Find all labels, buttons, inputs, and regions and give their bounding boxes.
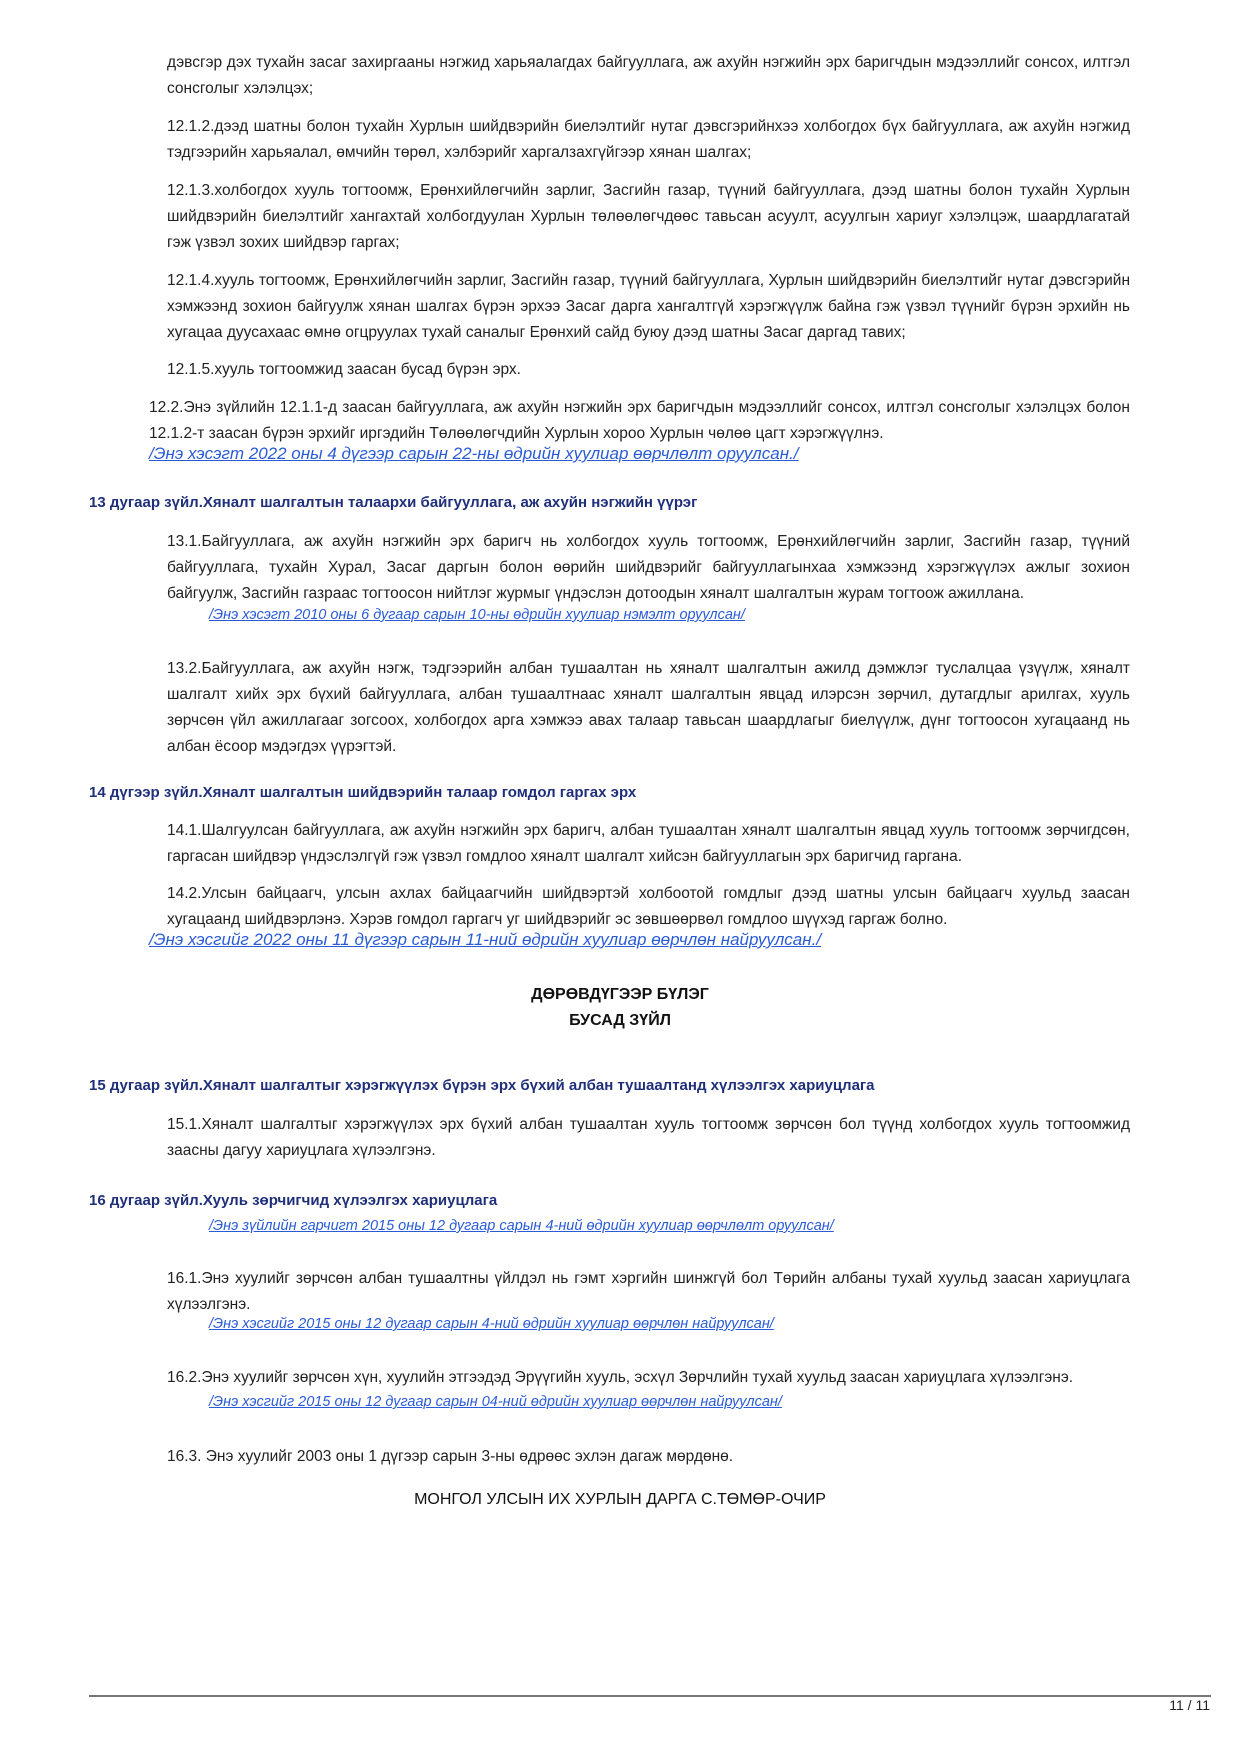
paragraph-13-1: 13.1.Байгууллага, аж ахуйн нэгжийн эрх баригч нь холбогдох хууль тогтоомж, Ерөнхийлөгчийн зарлиг, Засгийн газар, түүний байгууллага, тухайн Хурал, Засаг даргын болон өөрийн шийдвэрийг байгууллагынхаа хэмжээнд хэрэгжүүлэх ажлыг зохион байгуулж, Засгийн газраас тогтоосон нийтлэг журмыг үндэслэн дотоодын хяналт шалгалтын журам тогтоож ажиллана. <box>167 533 1130 602</box>
article-15-heading: 15 дугаар зүйл.Хяналт шалгалтыг хэрэгжүүлэх бүрэн эрх бүхий албан тушаалтанд хүлээлгэх хариуцлага <box>89 1077 875 1094</box>
paragraph-12-1-4: 12.1.4.хууль тогтоомж, Ерөнхийлөгчийн зарлиг, Засгийн газар, түүний байгууллага, Хурлын шийдвэрийн биелэлтийг нутаг дэвсгэрийн хэмжээнд зохион байгуулж хянан шалгах бүрэн эрхээ Засаг дарга хангалтгүй хэрэгжүүлж байна гэж үзвэл түүнийг бүрэн эрхийн нь хугацаа дуусахаас өмнө огцруулах тухай саналыг Ерөнхий сайд буюу дээд шатны Засаг даргад тавих; <box>167 272 1130 341</box>
article-13-heading: 13 дугаар зүйл.Хяналт шалгалтын талаархи байгууллага, аж ахуйн нэгжийн үүрэг <box>89 494 698 511</box>
amendment-link-16-2[interactable]: /Энэ хэсгийг 2015 оны 12 дугаар сарын 04-ний өдрийн хуулиар өөрчлөн найруулсан/ <box>209 1394 782 1410</box>
amendment-link-16-title[interactable]: /Энэ зүйлийн гарчигт 2015 оны 12 дугаар сарын 4-ний өдрийн хуулиар өөрчлөлт оруулсан/ <box>209 1218 834 1234</box>
paragraph-16-2: 16.2.Энэ хуулийг зөрчсөн хүн, хуулийн этгээдэд Эрүүгийн хууль, эсхүл Зөрчлийн тухай хуульд заасан хариуцлага хүлээлгэнэ. <box>167 1369 1074 1386</box>
paragraph-14-1: 14.1.Шалгуулсан байгууллага, аж ахуйн нэгжийн эрх баригч, албан тушаалтан хяналт шалгалтын явцад хууль тогтоомж зөрчигдсөн, гаргасан шийдвэр үндэслэлгүй гэж үзвэл гомдлоо хяналт шалгалт хийсэн байгууллагын эрх баригчид гаргана. <box>167 822 1130 865</box>
paragraph-15-1: 15.1.Хяналт шалгалтыг хэрэгжүүлэх эрх бүхий албан тушаалтан хууль тогтоомж зөрчсөн бол түүнд холбогдох хууль тогтоомжид заасны дагуу хариуцлага хүлээлгэнэ. <box>167 1116 1130 1159</box>
amendment-link-16-1[interactable]: /Энэ хэсгийг 2015 оны 12 дугаар сарын 4-ний өдрийн хуулиар өөрчлөн найруулсан/ <box>209 1316 774 1332</box>
amendment-link-13-1[interactable]: /Энэ хэсэгт 2010 оны 6 дугаар сарын 10-ны өдрийн хуулиар нэмэлт оруулсан/ <box>209 607 745 623</box>
paragraph-14-2: 14.2.Улсын байцаагч, улсын ахлах байцаагчийн шийдвэртэй холбоотой гомдлыг дээд шатны улсын байцаагч хуульд заасан хугацаанд шийдвэрлэнэ. Хэрэв гомдол гаргагч уг шийдвэрийг эс зөвшөөрвөл гомдлоо шүүхэд гаргаж болно. <box>167 885 1130 928</box>
amendment-link-14-2[interactable]: /Энэ хэсгийг 2022 оны 11 дүгээр сарын 11-ний өдрийн хуулиар өөрчлөн найруулсан./ <box>149 930 822 949</box>
paragraph-12-1-3: 12.1.3.холбогдох хууль тогтоомж, Ерөнхийлөгчийн зарлиг, Засгийн газар, түүний байгууллага, дээд шатны болон тухайн Хурлын шийдвэрийн биелэлтийг хангахтай холбогдуулан Хурлын төлөөлөгчдөөс тавьсан асуулт, асуулгын хариуг хэлэлцэж, шаардлагатай гэж үзвэл зохих шийдвэр гаргах; <box>167 182 1130 251</box>
paragraph-16-3: 16.3. Энэ хуулийг 2003 оны 1 дүгээр сарын 3-ны өдрөөс эхлэн дагаж мөрдөнө. <box>167 1448 734 1465</box>
chapter-title: БУСАД ЗҮЙЛ <box>569 1012 671 1029</box>
paragraph-12-1-1-continued: дэвсгэр дэх тухайн засаг захиргааны нэгжид харьяалагдах байгууллага, аж ахуйн нэгжийн эрх баригчдын мэдээллийг сонсох, илтгэл сонсголыг хэлэлцэх; <box>167 54 1130 97</box>
amendment-link-12-2[interactable]: /Энэ хэсэгт 2022 оны 4 дүгээр сарын 22-ны өдрийн хуулиар өөрчлөлт оруулсан./ <box>149 444 799 463</box>
footer-divider <box>89 1695 1211 1697</box>
paragraph-12-2: 12.2.Энэ зүйлийн 12.1.1-д заасан байгууллага, аж ахуйн нэгжийн эрх баригчдын мэдээллийг сонсох, илтгэл сонсголыг хэлэлцэх болон 12.1.2-т заасан бүрэн эрхийг иргэдийн Төлөөлөгчдийн Хурлын хороо Хурлын чөлөө цагт хэрэгжүүлнэ. <box>149 399 1130 442</box>
paragraph-13-2: 13.2.Байгууллага, аж ахуйн нэгж, тэдгээрийн албан тушаалтан нь хяналт шалгалтын ажилд дэмжлэг туслалцаа үзүүлж, хяналт шалгалт хийх эрх бүхий байгууллага, албан тушаалтнаас хяналт шалгалтын явцад илэрсэн зөрчил, дутагдлыг арилгах, хууль зөрчсөн үйл ажиллагааг зогсоох, холбогдох арга хэмжээ авах талаар тавьсан шаардлагыг биелүүлж, дүнг тогтоосон хугацаанд нь албан ёсоор мэдэгдэх үүрэгтэй. <box>167 660 1130 755</box>
paragraph-12-1-5: 12.1.5.хууль тогтоомжид заасан бусад бүрэн эрх. <box>167 361 521 378</box>
article-16-heading: 16 дугаар зүйл.Хууль зөрчигчид хүлээлгэх хариуцлага <box>89 1192 498 1209</box>
paragraph-12-1-2: 12.1.2.дээд шатны болон тухайн Хурлын шийдвэрийн биелэлтийг нутаг дэвсгэрийнхээ холбогдох бүх байгууллага, аж ахуйн нэгжид тэдгээрийн харьяалал, өмчийн төрөл, хэлбэрийг харгалзахгүйгээр хянан шалгах; <box>167 118 1130 161</box>
page-number: 11 / 11 <box>1169 1697 1210 1713</box>
paragraph-16-1: 16.1.Энэ хуулийг зөрчсөн албан тушаалтны үйлдэл нь гэмт хэргийн шинжгүй бол Төрийн албаны тухай хуульд заасан хариуцлага хүлээлгэнэ. <box>167 1270 1130 1313</box>
signature: МОНГОЛ УЛСЫН ИХ ХУРЛЫН ДАРГА С.ТӨМӨР-ОЧИР <box>414 1491 826 1508</box>
article-14-heading: 14 дүгээр зүйл.Хяналт шалгалтын шийдвэрийн талаар гомдол гаргах эрх <box>89 784 637 801</box>
chapter-number: ДӨРӨВДҮГЭЭР БҮЛЭГ <box>531 986 709 1003</box>
